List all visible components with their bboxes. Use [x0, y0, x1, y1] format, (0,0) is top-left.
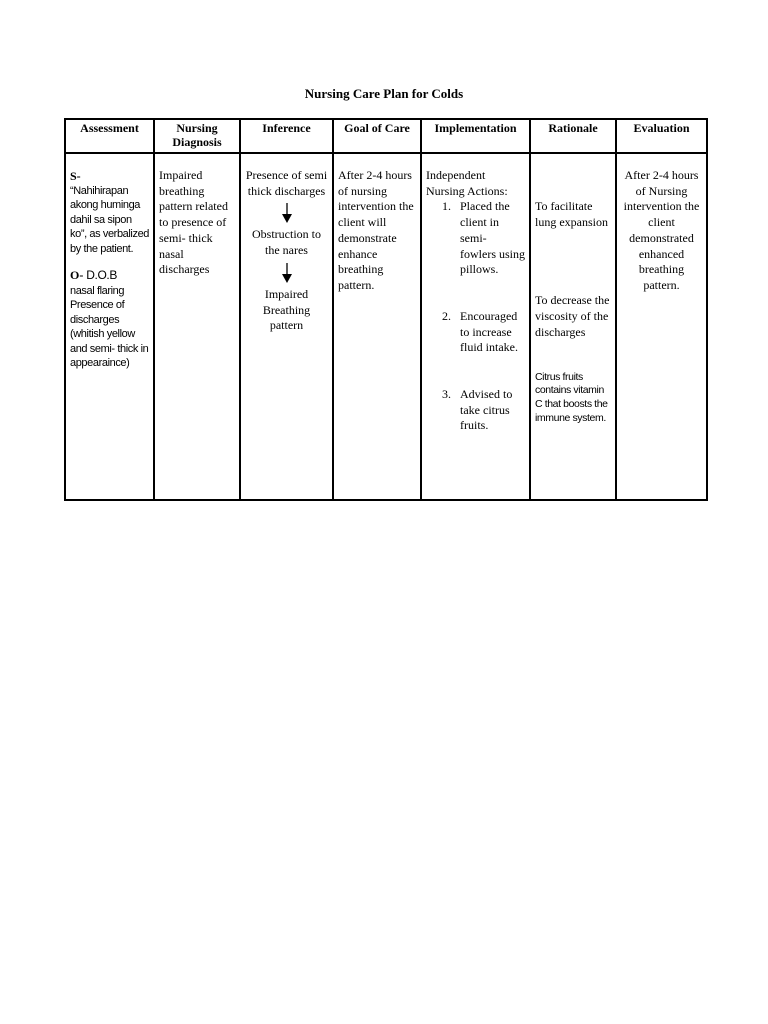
header-rationale: Rationale	[530, 119, 616, 153]
subjective-label: S-	[70, 169, 81, 183]
page-title: Nursing Care Plan for Colds	[304, 86, 464, 101]
header-nursing-diagnosis-line1: Nursing	[176, 121, 218, 135]
header-goal-of-care: Goal of Care	[333, 119, 421, 153]
inference-step-3: Impaired Breathing pattern	[262, 286, 311, 333]
header-assessment: Assessment	[65, 119, 154, 153]
implementation-item-1-text: Placed the client in semi- fowlers using pillows.	[460, 199, 525, 277]
implementation-item-3-text: Advised to take citrus fruits.	[460, 387, 513, 433]
rationale-1: To facilitate lung expansion	[535, 199, 608, 229]
cell-implementation	[421, 153, 530, 500]
objective-dob: D.O.B	[83, 268, 117, 282]
rationale-3: Citrus fruits contains vitamin C that boosts the immune system.	[535, 370, 608, 424]
implementation-item-3-number: 3.	[442, 387, 451, 402]
content-row	[65, 153, 707, 500]
header-inference: Inference	[240, 119, 333, 153]
care-plan-table	[64, 118, 708, 501]
cell-rationale	[530, 153, 616, 500]
cell-inference	[240, 153, 333, 500]
header-nursing-diagnosis-line2: Diagnosis	[172, 135, 222, 149]
implementation-item-2	[426, 309, 525, 356]
subjective-text: “Nahihirapan akong huminga dahil sa sipon ko”, as verbalized by the patient.	[70, 184, 150, 255]
cell-evaluation	[616, 153, 707, 500]
inference-step-2: Obstruction to the nares	[252, 227, 321, 258]
implementation-item-1	[426, 199, 525, 278]
rationale-2: To decrease the viscosity of the discharges	[535, 293, 610, 339]
nursing-diagnosis-text: Impaired breathing pattern related to presence of semi- thick nasal discharges	[159, 168, 228, 277]
implementation-heading: Independent Nursing Actions:	[426, 168, 508, 198]
implementation-item-3	[426, 387, 525, 434]
header-row	[65, 119, 707, 153]
header-evaluation: Evaluation	[616, 119, 707, 153]
implementation-item-2-text: Encouraged to increase fluid intake.	[460, 308, 518, 355]
goal-of-care-text: After 2-4 hours of nursing intervention the client will demonstrate enhance breathing pattern.	[338, 168, 414, 292]
cell-goal-of-care	[333, 153, 421, 500]
objective-label: O-	[70, 268, 84, 282]
objective-text: nasal flaring Presence of discharges (whitish yellow and semi- thick in appearaince)	[70, 284, 149, 369]
objective-block	[70, 268, 149, 284]
inference-step-1: Presence of semi thick discharges	[245, 168, 328, 198]
implementation-list	[426, 199, 525, 434]
cell-assessment	[65, 153, 154, 500]
implementation-item-1-number: 1.	[442, 199, 451, 214]
cell-nursing-diagnosis	[154, 153, 240, 500]
header-nursing-diagnosis	[154, 119, 240, 153]
implementation-item-2-number: 2.	[442, 308, 451, 323]
down-arrow-icon	[281, 263, 293, 283]
header-implementation: Implementation	[421, 119, 530, 153]
evaluation-text: After 2-4 hours of Nursing intervention the client demonstrated enhanced breathing pattern.	[623, 168, 700, 292]
down-arrow-icon	[281, 203, 293, 223]
